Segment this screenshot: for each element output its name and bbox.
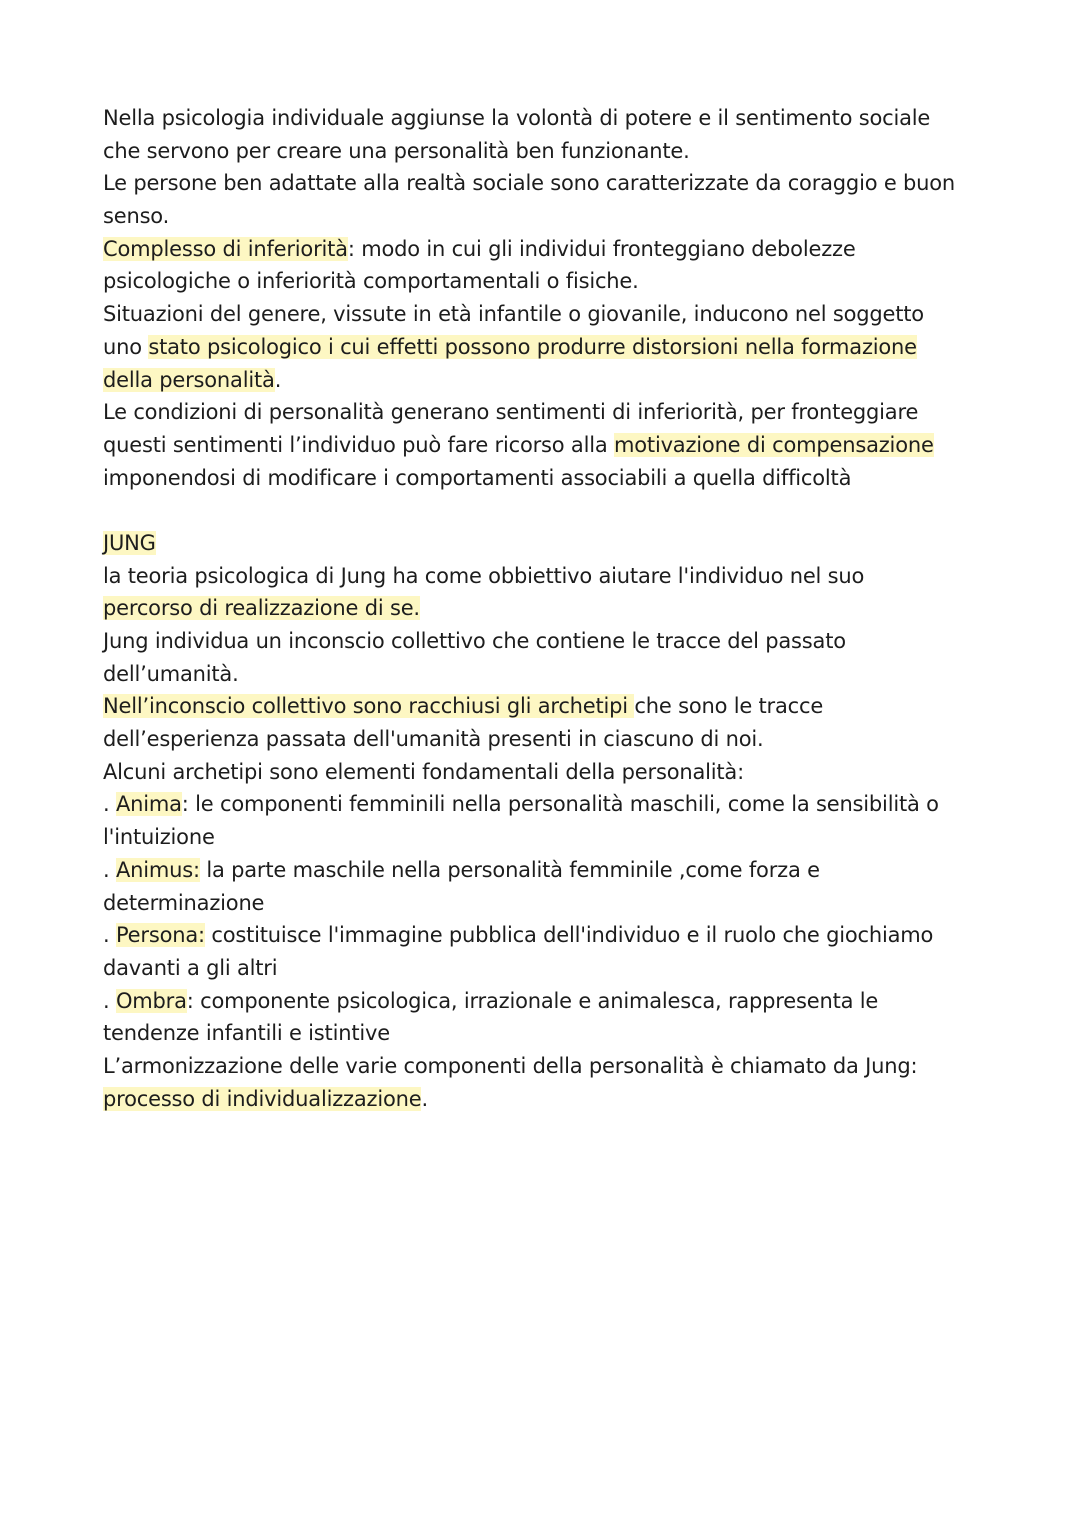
highlighted-phrase: motivazione di compensazione bbox=[614, 432, 934, 457]
highlighted-phrase: stato psicologico i cui effetti possono produrre distorsioni nella formazione bbox=[148, 334, 917, 359]
bullet-dot: . bbox=[103, 792, 116, 817]
text-line: dell’esperienza passata dell'umanità presenti in ciascuno di noi. bbox=[103, 727, 764, 752]
archetype-persona bbox=[103, 919, 983, 952]
text-span: che sono le tracce bbox=[634, 694, 824, 719]
bullet-dot: . bbox=[103, 988, 116, 1013]
highlighted-term: Anima bbox=[115, 792, 182, 817]
text-line bbox=[103, 429, 983, 462]
text-line: dell’umanità. bbox=[103, 661, 239, 686]
paragraph-spacer bbox=[103, 494, 983, 527]
text-span: : modo in cui gli individui fronteggiano debolezze bbox=[347, 236, 856, 261]
highlighted-term: Persona: bbox=[115, 923, 205, 948]
text-line: tendenze infantili e istintive bbox=[103, 1021, 390, 1046]
text-line bbox=[103, 690, 983, 723]
highlighted-term: Complesso di inferiorità bbox=[103, 236, 348, 261]
highlighted-term: Ombra bbox=[115, 988, 187, 1013]
text-line bbox=[103, 592, 983, 625]
document-page bbox=[103, 102, 983, 1115]
text-line: Jung individua un inconscio collettivo che contiene le tracce del passato bbox=[103, 629, 846, 653]
text-span: . bbox=[274, 367, 282, 392]
text-line: Le persone ben adattate alla realtà sociale sono caratterizzate da coraggio e buon bbox=[103, 171, 956, 196]
highlighted-phrase: percorso di realizzazione di se. bbox=[103, 596, 420, 621]
text-line: che servono per creare una personalità ben funzionante. bbox=[103, 138, 690, 163]
highlighted-phrase: processo di individualizzazione bbox=[103, 1086, 422, 1111]
text-line: L’armonizzazione delle varie componenti della personalità è chiamato da Jung: bbox=[103, 1053, 918, 1078]
highlighted-term: Animus: bbox=[115, 857, 200, 882]
text-line: l'intuizione bbox=[103, 825, 215, 850]
section-heading bbox=[103, 527, 983, 560]
text-line: senso. bbox=[103, 204, 170, 229]
text-line: determinazione bbox=[103, 890, 265, 915]
text-line bbox=[103, 331, 983, 364]
highlighted-phrase: Nell’inconscio collettivo sono racchiusi gli archetipi bbox=[103, 694, 635, 719]
highlighted-phrase: della personalità bbox=[103, 367, 275, 392]
text-line bbox=[103, 233, 983, 266]
adler-section bbox=[103, 102, 983, 494]
text-span: . bbox=[421, 1086, 428, 1111]
text-span: : componente psicologica, irrazionale e animalesca, rappresenta le bbox=[186, 988, 879, 1013]
text-line: la teoria psicologica di Jung ha come obbiettivo aiutare l'individuo nel suo bbox=[103, 563, 865, 588]
text-span: : le componenti femminili nella personalità maschili, come la sensibilità o bbox=[181, 792, 939, 817]
text-line: imponendosi di modificare i comportamenti associabili a quella difficoltà bbox=[103, 465, 852, 490]
archetype-ombra bbox=[103, 985, 983, 1018]
text-span: la parte maschile nella personalità femminile ,come forza e bbox=[199, 857, 820, 882]
text-line: davanti a gli altri bbox=[103, 955, 278, 980]
text-span: costituisce l'immagine pubblica dell'individuo e il ruolo che giochiamo bbox=[204, 923, 934, 948]
text-line: Alcuni archetipi sono elementi fondamentali della personalità: bbox=[103, 759, 744, 784]
text-line: Nella psicologia individuale aggiunse la volontà di potere e il sentimento sociale bbox=[103, 106, 931, 130]
text-line bbox=[103, 1083, 983, 1116]
archetype-animus bbox=[103, 854, 983, 887]
text-span: uno bbox=[103, 334, 149, 359]
text-span: questi sentimenti l’individuo può fare ricorso alla bbox=[103, 432, 614, 457]
bullet-dot: . bbox=[103, 923, 116, 948]
text-line: Le condizioni di personalità generano sentimenti di inferiorità, per fronteggiare bbox=[103, 400, 919, 425]
jung-section bbox=[103, 527, 983, 1115]
heading-text: JUNG bbox=[103, 530, 156, 555]
text-line bbox=[103, 364, 983, 397]
text-line: psicologiche o inferiorità comportamentali o fisiche. bbox=[103, 269, 639, 294]
text-line: Situazioni del genere, vissute in età infantile o giovanile, inducono nel soggetto bbox=[103, 302, 924, 327]
archetype-anima bbox=[103, 788, 983, 821]
bullet-dot: . bbox=[103, 857, 116, 882]
